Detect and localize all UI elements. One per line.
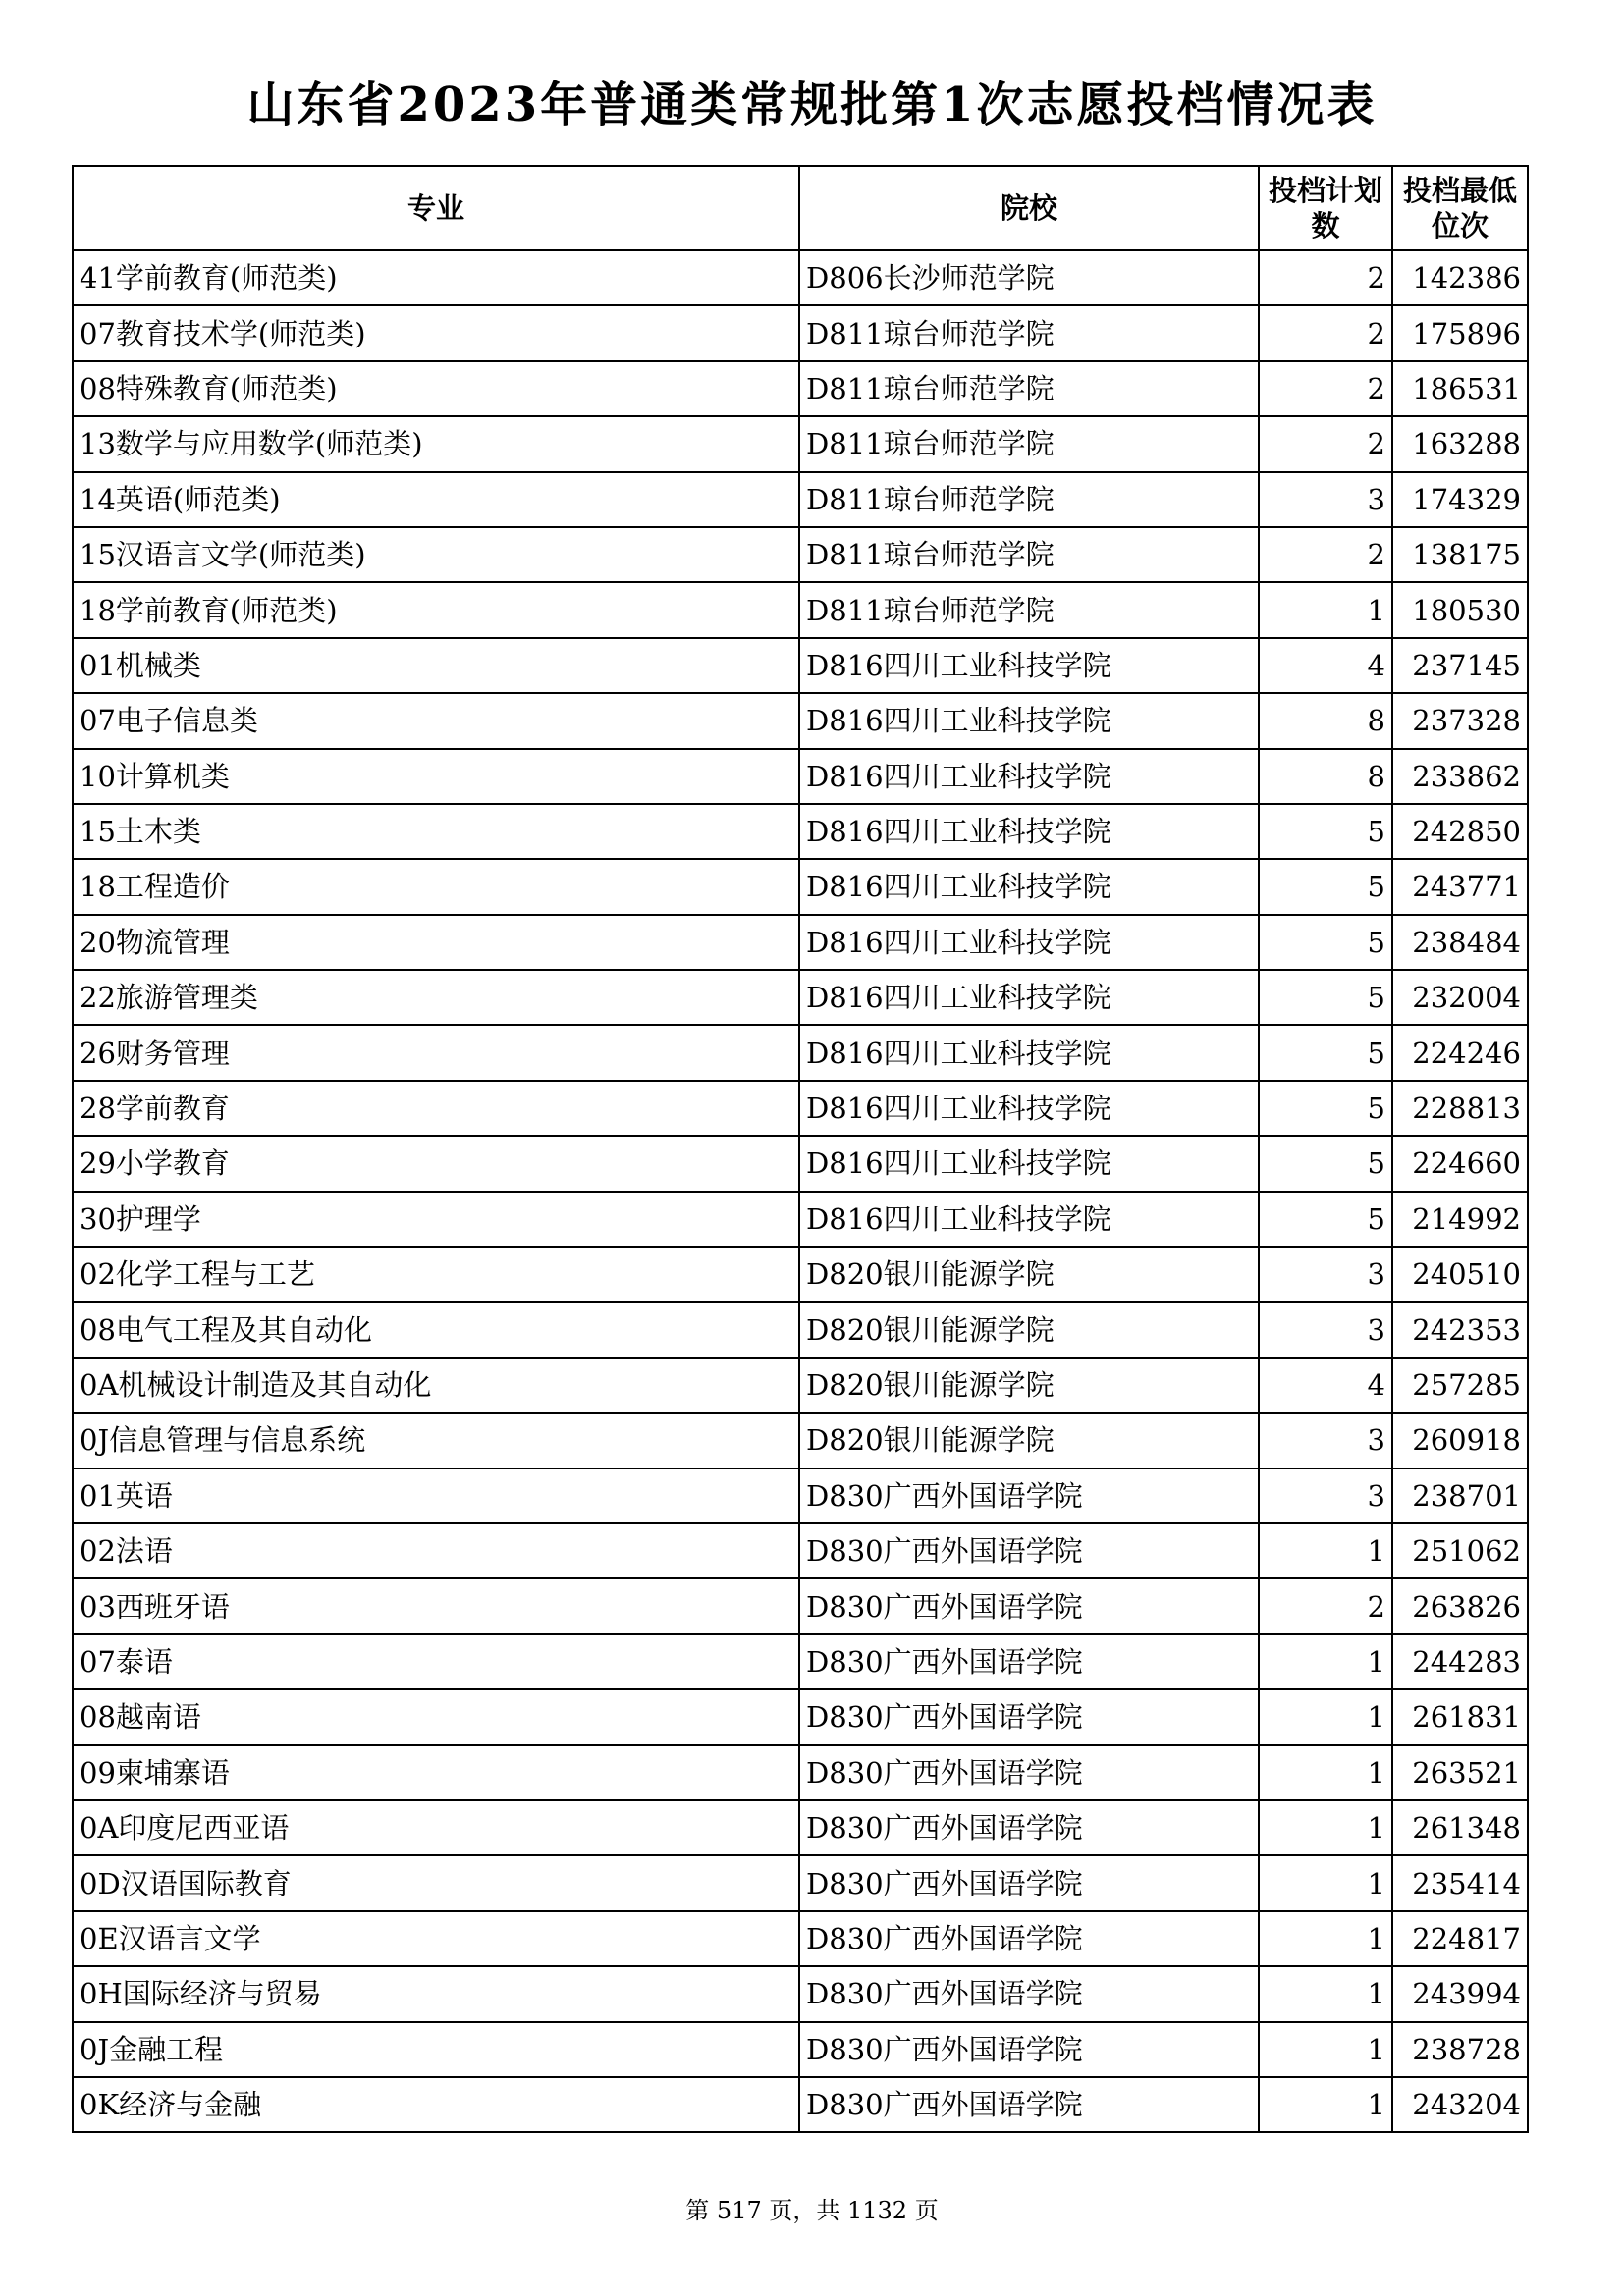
cell-plan: 1 [1259,1966,1392,2021]
cell-major: 18工程造价 [73,859,799,914]
cell-plan: 2 [1259,250,1392,305]
cell-school: D820银川能源学院 [799,1247,1259,1302]
cell-plan: 5 [1259,915,1392,970]
table-header-row [73,166,1528,250]
header-rank: 投档最低位次 [1392,166,1528,250]
cell-plan: 2 [1259,305,1392,360]
cell-rank: 238484 [1392,915,1528,970]
cell-plan: 5 [1259,1192,1392,1247]
cell-plan: 1 [1259,1800,1392,1855]
cell-plan: 4 [1259,638,1392,693]
admission-table [72,165,1529,2133]
cell-major: 30护理学 [73,1192,799,1247]
cell-plan: 1 [1259,1745,1392,1800]
table-row [73,527,1528,582]
header-plan: 投档计划数 [1259,166,1392,250]
cell-plan: 5 [1259,1081,1392,1136]
cell-plan: 2 [1259,1578,1392,1633]
cell-rank: 142386 [1392,250,1528,305]
cell-rank: 242353 [1392,1302,1528,1357]
cell-school: D811琼台师范学院 [799,305,1259,360]
cell-plan: 8 [1259,693,1392,748]
cell-plan: 2 [1259,416,1392,471]
cell-major: 20物流管理 [73,915,799,970]
cell-plan: 1 [1259,582,1392,637]
cell-rank: 175896 [1392,305,1528,360]
cell-major: 08特殊教育(师范类) [73,361,799,416]
page-footer: 第 517 页，共 1132 页 [685,2197,939,2224]
cell-school: D816四川工业科技学院 [799,859,1259,914]
cell-school: D830广西外国语学院 [799,1523,1259,1578]
cell-rank: 243204 [1392,2077,1528,2132]
cell-rank: 243994 [1392,1966,1528,2021]
cell-school: D830广西外国语学院 [799,1578,1259,1633]
table-row [73,1025,1528,1080]
cell-plan: 5 [1259,1136,1392,1191]
cell-school: D830广西外国语学院 [799,1634,1259,1689]
cell-rank: 233862 [1392,749,1528,804]
cell-rank: 260918 [1392,1413,1528,1468]
cell-rank: 240510 [1392,1247,1528,1302]
cell-major: 0K经济与金融 [73,2077,799,2132]
cell-rank: 261831 [1392,1689,1528,1744]
cell-school: D816四川工业科技学院 [799,970,1259,1025]
cell-school: D830广西外国语学院 [799,2077,1259,2132]
cell-rank: 263826 [1392,1578,1528,1633]
table-row [73,305,1528,360]
table-row [73,638,1528,693]
cell-plan: 3 [1259,1302,1392,1357]
cell-plan: 3 [1259,1247,1392,1302]
table-row [73,361,1528,416]
cell-school: D830广西外国语学院 [799,2022,1259,2077]
cell-plan: 5 [1259,970,1392,1025]
cell-plan: 4 [1259,1358,1392,1413]
table-row [73,749,1528,804]
cell-major: 08越南语 [73,1689,799,1744]
cell-major: 07泰语 [73,1634,799,1689]
cell-major: 01机械类 [73,638,799,693]
cell-school: D816四川工业科技学院 [799,638,1259,693]
cell-plan: 5 [1259,859,1392,914]
table-row [73,1855,1528,1910]
table-row [73,1911,1528,1966]
table-row [73,1689,1528,1744]
cell-plan: 2 [1259,527,1392,582]
cell-major: 10计算机类 [73,749,799,804]
cell-school: D820银川能源学院 [799,1413,1259,1468]
cell-major: 02化学工程与工艺 [73,1247,799,1302]
table-row [73,804,1528,859]
cell-school: D811琼台师范学院 [799,416,1259,471]
cell-major: 22旅游管理类 [73,970,799,1025]
cell-major: 28学前教育 [73,1081,799,1136]
cell-rank: 180530 [1392,582,1528,637]
cell-major: 15土木类 [73,804,799,859]
cell-major: 0J信息管理与信息系统 [73,1413,799,1468]
cell-rank: 238701 [1392,1468,1528,1523]
cell-school: D816四川工业科技学院 [799,749,1259,804]
table-row [73,472,1528,527]
table-row [73,1634,1528,1689]
cell-school: D830广西外国语学院 [799,1800,1259,1855]
table-row [73,1578,1528,1633]
cell-school: D816四川工业科技学院 [799,1081,1259,1136]
cell-rank: 263521 [1392,1745,1528,1800]
cell-plan: 1 [1259,2022,1392,2077]
table-row [73,1136,1528,1191]
table-row [73,1966,1528,2021]
table-row [73,582,1528,637]
cell-plan: 5 [1259,1025,1392,1080]
cell-rank: 214992 [1392,1192,1528,1247]
table-row [73,1358,1528,1413]
cell-rank: 251062 [1392,1523,1528,1578]
cell-school: D816四川工业科技学院 [799,1025,1259,1080]
table-row [73,2022,1528,2077]
cell-major: 26财务管理 [73,1025,799,1080]
cell-major: 09柬埔寨语 [73,1745,799,1800]
cell-major: 02法语 [73,1523,799,1578]
cell-plan: 8 [1259,749,1392,804]
table-row [73,1468,1528,1523]
cell-school: D806长沙师范学院 [799,250,1259,305]
cell-school: D811琼台师范学院 [799,472,1259,527]
cell-school: D830广西外国语学院 [799,1468,1259,1523]
cell-major: 07教育技术学(师范类) [73,305,799,360]
table-row [73,1302,1528,1357]
cell-rank: 224660 [1392,1136,1528,1191]
cell-school: D830广西外国语学院 [799,1966,1259,2021]
table-row [73,416,1528,471]
cell-school: D816四川工业科技学院 [799,915,1259,970]
table-row [73,1192,1528,1247]
table-row [73,859,1528,914]
cell-school: D811琼台师范学院 [799,582,1259,637]
cell-rank: 228813 [1392,1081,1528,1136]
cell-school: D830广西外国语学院 [799,1855,1259,1910]
cell-major: 0A印度尼西亚语 [73,1800,799,1855]
table-row [73,1523,1528,1578]
cell-rank: 186531 [1392,361,1528,416]
cell-plan: 1 [1259,1523,1392,1578]
cell-major: 29小学教育 [73,1136,799,1191]
table-body [73,250,1528,2132]
cell-plan: 2 [1259,361,1392,416]
cell-rank: 224817 [1392,1911,1528,1966]
page-title: 山东省2023年普通类常规批第1次志愿投档情况表 [246,78,1378,133]
cell-rank: 257285 [1392,1358,1528,1413]
header-school: 院校 [799,166,1259,250]
cell-plan: 1 [1259,2077,1392,2132]
cell-rank: 244283 [1392,1634,1528,1689]
cell-rank: 237328 [1392,693,1528,748]
cell-major: 0J金融工程 [73,2022,799,2077]
table-row [73,1413,1528,1468]
cell-school: D830广西外国语学院 [799,1911,1259,1966]
cell-school: D820银川能源学院 [799,1302,1259,1357]
cell-rank: 235414 [1392,1855,1528,1910]
cell-school: D811琼台师范学院 [799,527,1259,582]
table-row [73,2077,1528,2132]
table-row [73,250,1528,305]
cell-major: 01英语 [73,1468,799,1523]
table-row [73,693,1528,748]
cell-school: D811琼台师范学院 [799,361,1259,416]
cell-major: 0E汉语言文学 [73,1911,799,1966]
cell-major: 18学前教育(师范类) [73,582,799,637]
cell-major: 08电气工程及其自动化 [73,1302,799,1357]
cell-school: D820银川能源学院 [799,1358,1259,1413]
cell-rank: 232004 [1392,970,1528,1025]
cell-major: 07电子信息类 [73,693,799,748]
cell-major: 14英语(师范类) [73,472,799,527]
cell-plan: 1 [1259,1634,1392,1689]
cell-major: 0H国际经济与贸易 [73,1966,799,2021]
cell-rank: 261348 [1392,1800,1528,1855]
cell-rank: 242850 [1392,804,1528,859]
table-row [73,970,1528,1025]
cell-rank: 138175 [1392,527,1528,582]
cell-plan: 3 [1259,1413,1392,1468]
header-major: 专业 [73,166,799,250]
cell-major: 03西班牙语 [73,1578,799,1633]
table-row [73,1800,1528,1855]
cell-rank: 237145 [1392,638,1528,693]
cell-school: D830广西外国语学院 [799,1745,1259,1800]
cell-rank: 243771 [1392,859,1528,914]
table-row [73,1081,1528,1136]
cell-plan: 1 [1259,1689,1392,1744]
cell-rank: 163288 [1392,416,1528,471]
cell-school: D816四川工业科技学院 [799,693,1259,748]
cell-rank: 224246 [1392,1025,1528,1080]
cell-school: D816四川工业科技学院 [799,1192,1259,1247]
cell-school: D830广西外国语学院 [799,1689,1259,1744]
cell-major: 0A机械设计制造及其自动化 [73,1358,799,1413]
cell-major: 0D汉语国际教育 [73,1855,799,1910]
cell-school: D816四川工业科技学院 [799,1136,1259,1191]
cell-major: 13数学与应用数学(师范类) [73,416,799,471]
cell-plan: 1 [1259,1911,1392,1966]
table-row [73,1745,1528,1800]
cell-rank: 174329 [1392,472,1528,527]
table-row [73,1247,1528,1302]
cell-rank: 238728 [1392,2022,1528,2077]
cell-plan: 1 [1259,1855,1392,1910]
cell-plan: 3 [1259,1468,1392,1523]
cell-major: 41学前教育(师范类) [73,250,799,305]
cell-plan: 5 [1259,804,1392,859]
table-row [73,915,1528,970]
cell-plan: 3 [1259,472,1392,527]
cell-major: 15汉语言文学(师范类) [73,527,799,582]
cell-school: D816四川工业科技学院 [799,804,1259,859]
